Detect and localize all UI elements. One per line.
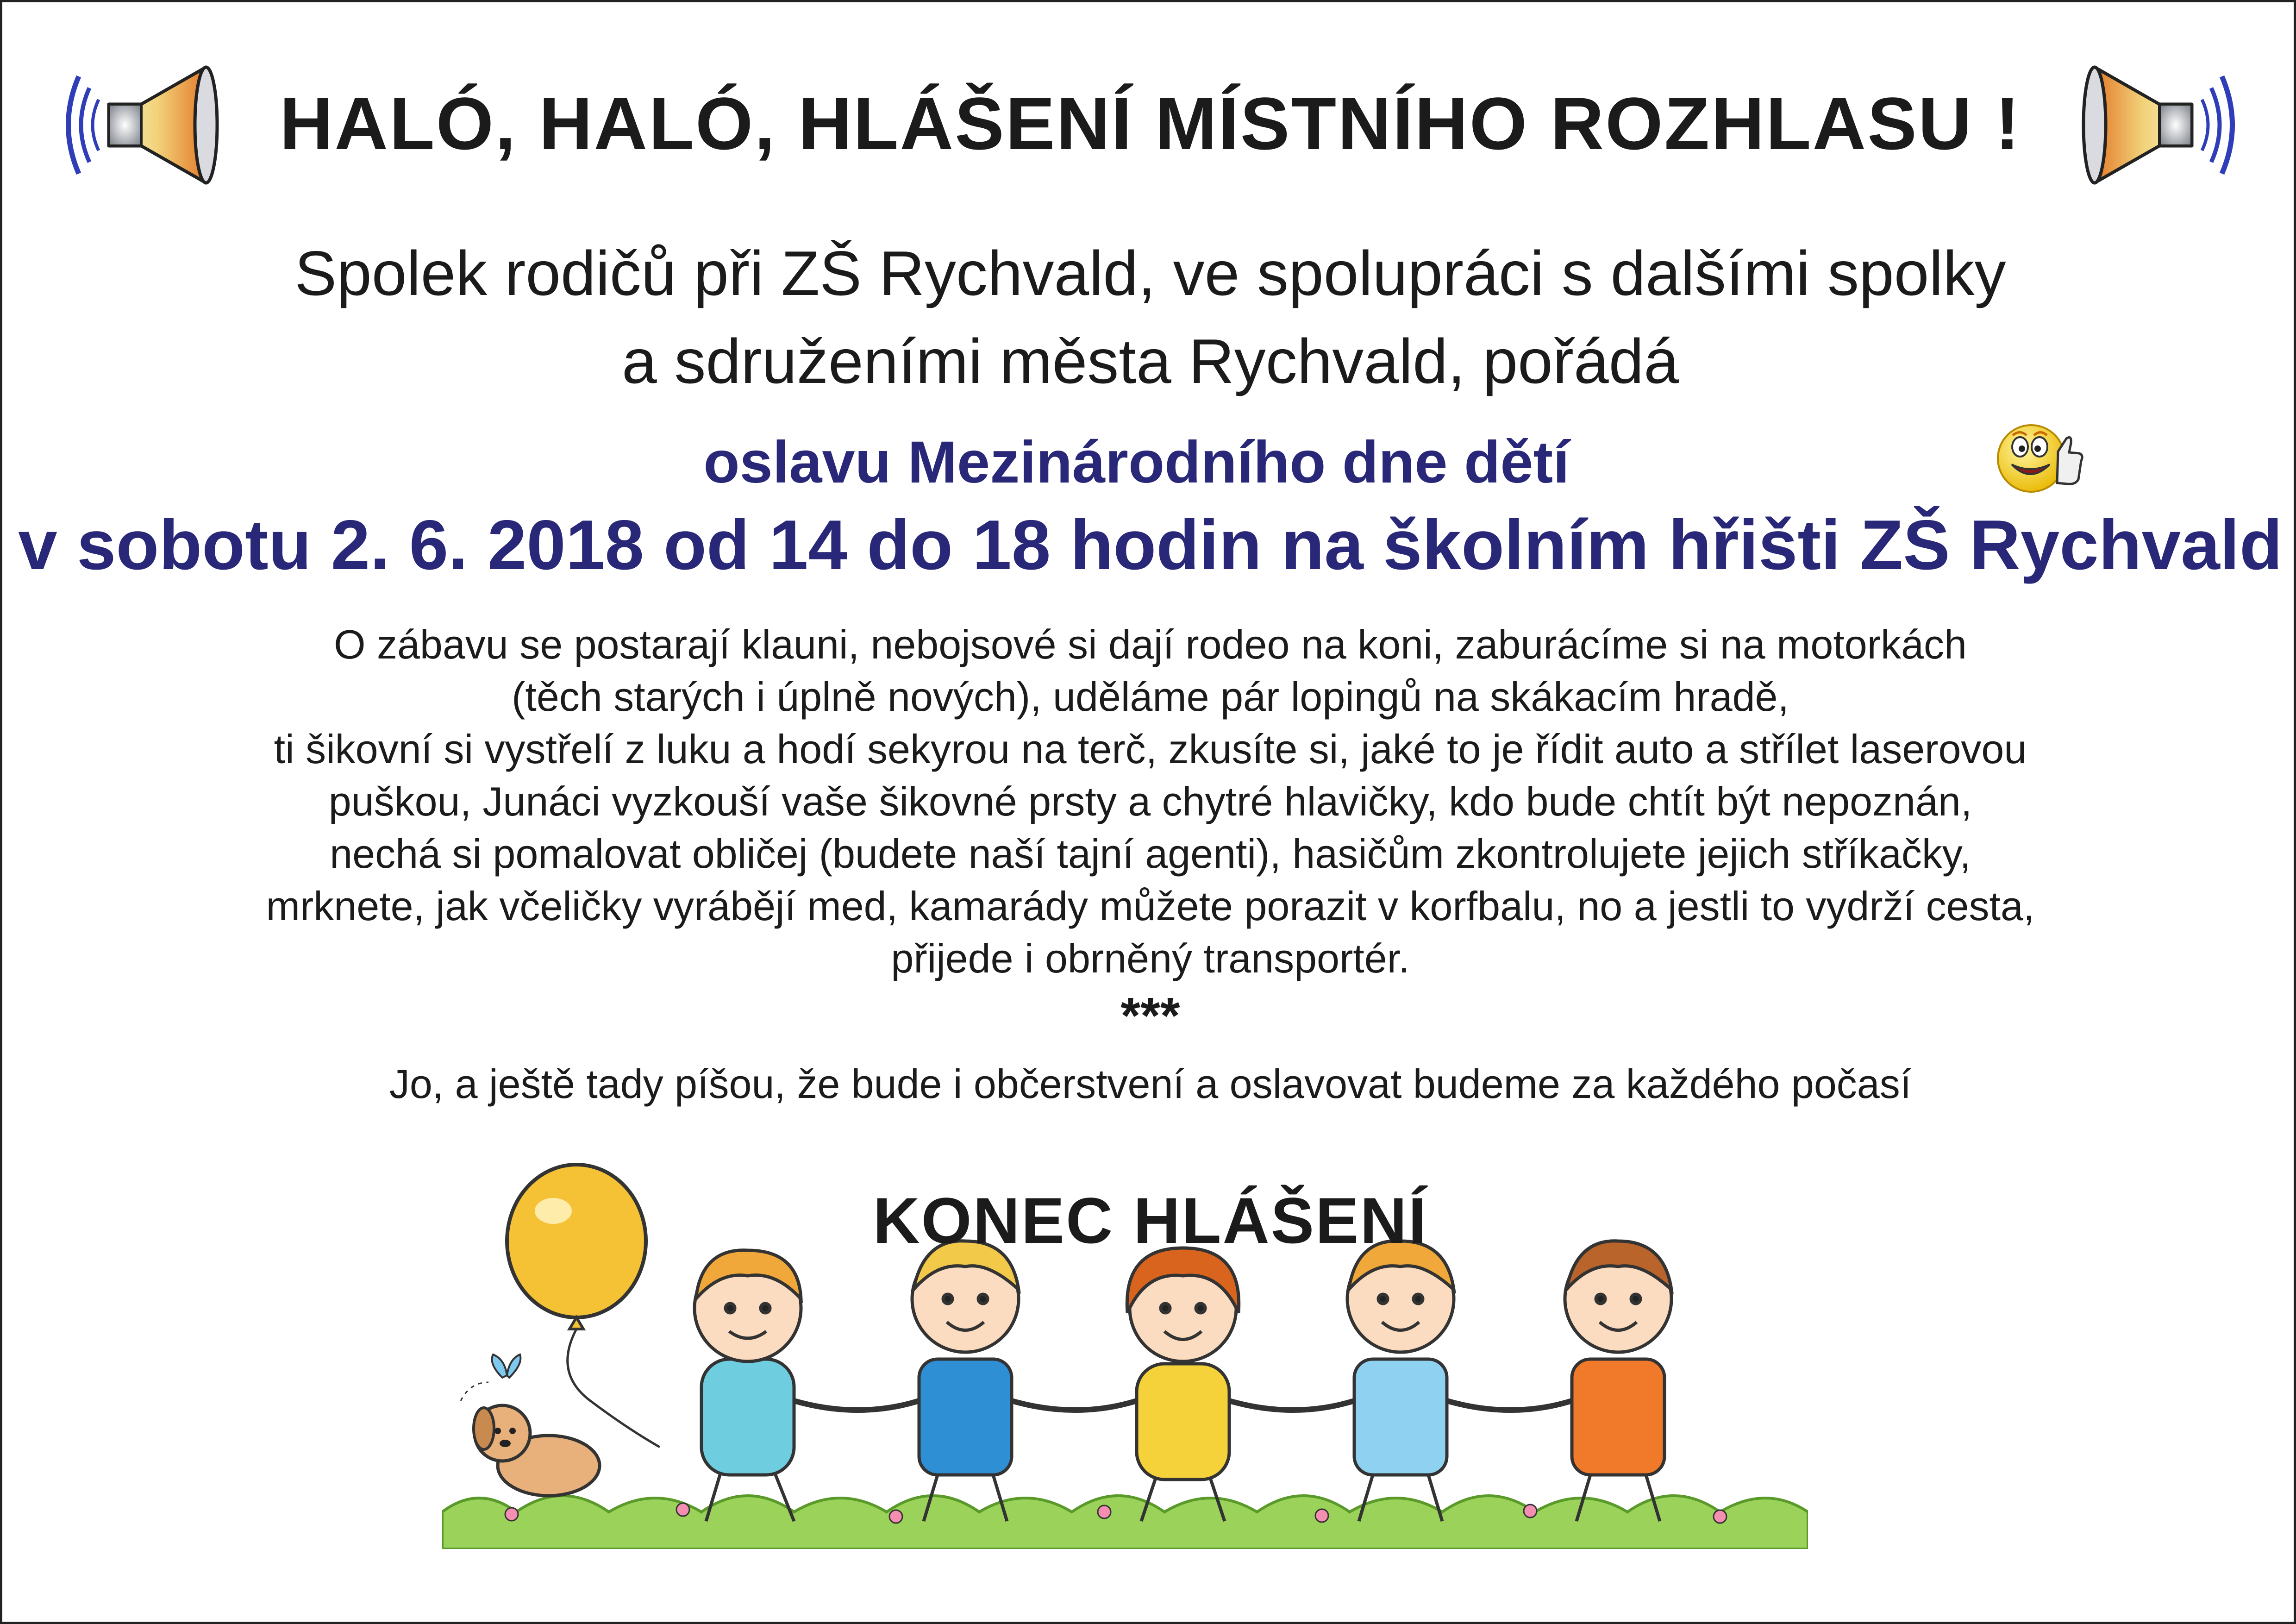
intro-text	[2, 229, 2296, 405]
child-figure	[912, 1241, 1019, 1521]
event-date-place: v sobotu 2. 6. 2018 od 14 do 18 hodin na školním hřišti ZŠ Rychvald	[18, 506, 2283, 584]
body-line: puškou, Junáci vyzkouší vaše šikovné prsty a chytré hlavičky, kdo bude chtít být nepoznán,	[328, 778, 1972, 824]
body-line: O zábavu se postarají klauni, nebojsové si dají rodeo na koni, zaburácíme si na motorkách	[334, 621, 1967, 667]
separator-stars: ***	[1120, 987, 1180, 1044]
dog-icon	[474, 1405, 600, 1496]
headline: HALÓ, HALÓ, HLÁŠENÍ MÍSTNÍHO ROZHLASU !	[279, 82, 2021, 165]
body-line: ti šikovní si vystřelí z luku a hodí sekyrou na terč, zkusíte si, jaké to je řídit auto a střílet laserovou	[274, 726, 2027, 772]
smiley-thumbs-up-icon	[1993, 414, 2086, 498]
child-figure	[1347, 1241, 1454, 1521]
body-text	[2, 618, 2296, 984]
child-figure	[694, 1250, 801, 1521]
body-line: mrknete, jak včeličky vyrábějí med, kamarády můžete porazit v korfbalu, no a jestli to vydrží cesta,	[266, 883, 2035, 929]
body-line: nechá si pomalovat obličej (budete naší tajní agenti), hasičům zkontrolujete jejich stříkačky,	[330, 831, 1971, 877]
closing-line: Jo, a ještě tady píšou, že bude i občerstvení a oslavovat budeme za každého počasí	[389, 1061, 1912, 1107]
butterfly-icon	[461, 1354, 520, 1401]
end-title: KONEC HLÁŠENÍ	[873, 1184, 1428, 1257]
intro-line: a sdruženími města Rychvald, pořádá	[622, 326, 1679, 396]
event-title: oslavu Mezinárodního dne dětí	[703, 429, 1570, 495]
body-line: (těch starých i úplně nových), uděláme pár lopingů na skákacím hradě,	[512, 674, 1789, 720]
child-figure	[1565, 1241, 1671, 1521]
body-line: přijede i obrněný transportér.	[891, 935, 1410, 981]
intro-line: Spolek rodičů při ZŠ Rychvald, ve spolupráci s dalšími spolky	[294, 238, 2006, 308]
child-figure	[1127, 1248, 1239, 1521]
